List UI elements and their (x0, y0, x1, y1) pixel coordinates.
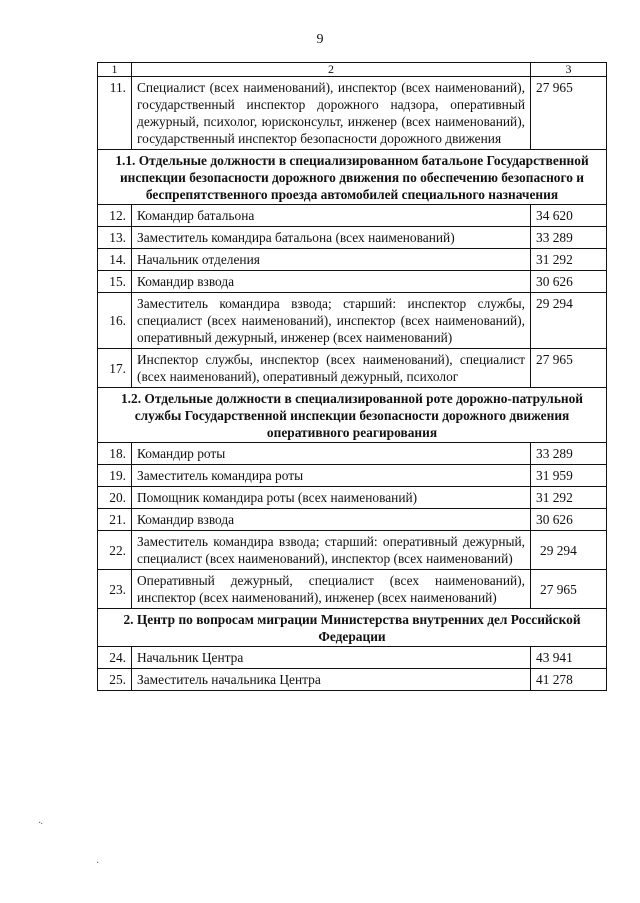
salary-value: 43 941 (531, 647, 607, 669)
table-row (98, 227, 607, 249)
row-number: 20. (98, 487, 132, 509)
salary-value: 31 959 (531, 465, 607, 487)
scan-speck: · (38, 818, 42, 829)
salary-value: 41 278 (531, 669, 607, 691)
column-number-2: 2 (132, 63, 531, 77)
position-title: Начальник Центра (132, 647, 531, 669)
position-title: Начальник отделения (132, 249, 531, 271)
table-row (98, 249, 607, 271)
position-title: Командир роты (132, 443, 531, 465)
position-title: Заместитель командира взвода; старший: инспектор службы, специалист (всех наименований), инспектор (всех наименований), оперативный дежурный, инженер (всех наименований) (132, 293, 531, 349)
section-heading: 2. Центр по вопросам миграции Министерства внутренних дел Российской Федерации (98, 609, 607, 647)
section-heading-row (98, 388, 607, 443)
salary-table (97, 62, 607, 691)
section-heading-row (98, 150, 607, 205)
row-number: 17. (98, 349, 132, 388)
row-number: 21. (98, 509, 132, 531)
position-title: Инспектор службы, инспектор (всех наименований), специалист (всех наименований), оперативный дежурный, психолог (132, 349, 531, 388)
page-number: 9 (316, 32, 324, 47)
table-row (98, 487, 607, 509)
table-row (98, 465, 607, 487)
table-row (98, 669, 607, 691)
row-number: 16. (98, 293, 132, 349)
salary-value: 27 965 (531, 77, 607, 150)
column-number-1: 1 (98, 63, 132, 77)
salary-value: 33 289 (531, 227, 607, 249)
table-row (98, 443, 607, 465)
column-number-row (98, 63, 607, 77)
section-heading: 1.2. Отдельные должности в специализированной роте дорожно-патрульной службы Государственной инспекции безопасности дорожного движения оперативного реагирования (98, 388, 607, 443)
salary-value: 27 965 (531, 349, 607, 388)
row-number: 24. (98, 647, 132, 669)
table-row (98, 531, 607, 570)
row-number: 12. (98, 205, 132, 227)
table-row (98, 205, 607, 227)
table-row (98, 647, 607, 669)
salary-value: 30 626 (531, 271, 607, 293)
row-number: 23. (98, 570, 132, 609)
salary-value: 34 620 (531, 205, 607, 227)
salary-value: 33 289 (531, 443, 607, 465)
position-title: Заместитель командира роты (132, 465, 531, 487)
table-row (98, 271, 607, 293)
row-number: 13. (98, 227, 132, 249)
row-number: 22. (98, 531, 132, 570)
column-number-3: 3 (531, 63, 607, 77)
position-title: Заместитель начальника Центра (132, 669, 531, 691)
position-title: Помощник командира роты (всех наименований) (132, 487, 531, 509)
salary-value: 30 626 (531, 509, 607, 531)
scan-speck: ˙ (40, 822, 44, 833)
scan-speck: · (96, 858, 100, 869)
table-row (98, 570, 607, 609)
salary-value: 31 292 (531, 249, 607, 271)
position-title: Заместитель командира батальона (всех наименований) (132, 227, 531, 249)
position-title: Заместитель командира взвода; старший: оперативный дежурный, специалист (всех наименований), инспектор (всех наименований) (132, 531, 531, 570)
row-number: 25. (98, 669, 132, 691)
table-row (98, 293, 607, 349)
table-row (98, 349, 607, 388)
position-title: Командир взвода (132, 271, 531, 293)
row-number: 14. (98, 249, 132, 271)
table-row (98, 77, 607, 150)
position-title: Командир взвода (132, 509, 531, 531)
position-title: Командир батальона (132, 205, 531, 227)
section-heading: 1.1. Отдельные должности в специализированном батальоне Государственной инспекции безопасности дорожного движения по обеспечению безопасного и беспрепятственного проезда автомобилей специального назначения (98, 150, 607, 205)
position-title: Специалист (всех наименований), инспектор (всех наименований), государственный инспектор дорожного надзора, оперативный дежурный, психолог, юрисконсульт, инженер (всех наименований), государственный инспектор безопасности дорожного движения (132, 77, 531, 150)
salary-value: 31 292 (531, 487, 607, 509)
table-row (98, 509, 607, 531)
row-number: 15. (98, 271, 132, 293)
row-number: 18. (98, 443, 132, 465)
position-title: Оперативный дежурный, специалист (всех наименований), инспектор (всех наименований), инженер (всех наименований) (132, 570, 531, 609)
section-heading-row (98, 609, 607, 647)
row-number: 11. (98, 77, 132, 150)
salary-value: 27 965 (531, 570, 607, 609)
row-number: 19. (98, 465, 132, 487)
salary-value: 29 294 (531, 531, 607, 570)
salary-value: 29 294 (531, 293, 607, 349)
